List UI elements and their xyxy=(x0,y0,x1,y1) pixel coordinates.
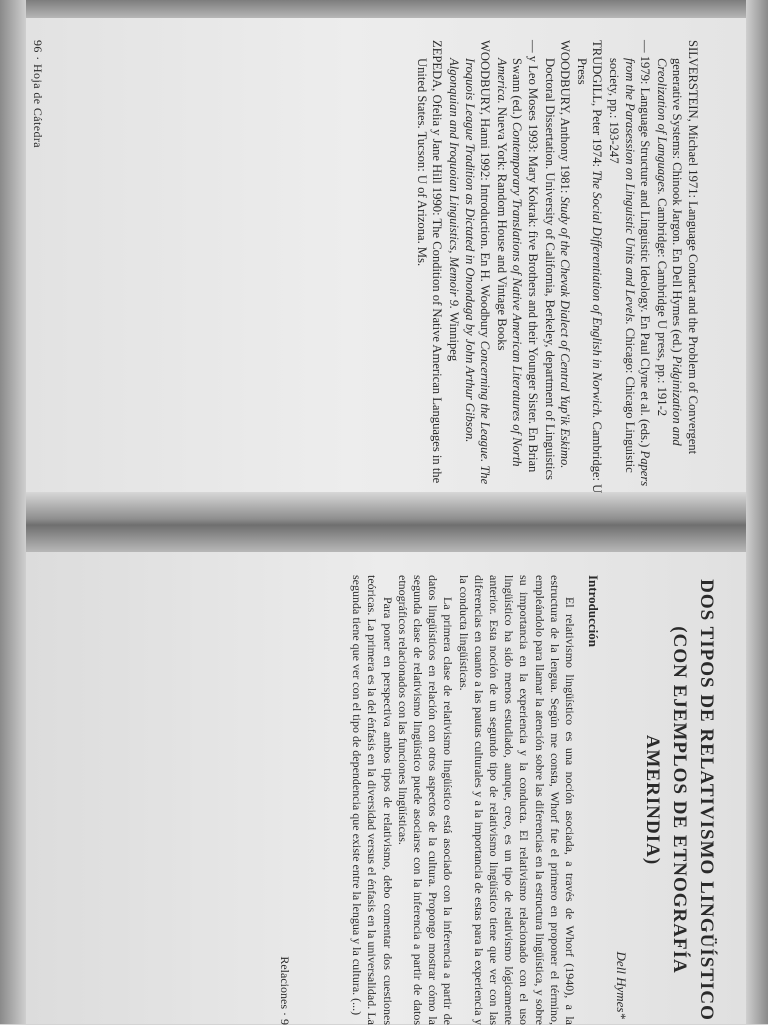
bibliography-entry xyxy=(446,40,493,500)
entry-text: Introduction. En H. Woodbury xyxy=(478,180,493,341)
bibliography-entry xyxy=(573,40,604,500)
article-page xyxy=(20,575,720,1025)
entry-tail: Chicago: Chicago Linguistic society, pp.: 193-247 xyxy=(607,58,637,473)
entry-author: — y Leo Moses 1993: xyxy=(526,40,541,153)
entry-text: Mary Kokrak: five Brothers and their Younger Sister. En Brian Swann (ed.) xyxy=(510,58,541,473)
entry-author: WOODBURY, Anthony 1981: xyxy=(558,40,573,194)
bibliography-entry xyxy=(413,40,444,500)
paragraph: Para poner en perspectiva ambos tipos de relativismo, debo comentar dos cuestiones teóricas. La primera es la del énfasis en la diversidad versus el énfasis en la universalidad. La segunda tiene que ver con el tipo de dependencia que existe entre la lengua y la cultura. (...) xyxy=(350,575,395,1025)
paragraph: La primera clase de relativismo lingüístico está asociado con la inferencia a partir de datos lingüísticos en relación con otros aspectos de la cultura. Propongo mostrar cómo la segunda clase de relativismo lingüístico puede asociarse con la inferencia a partir de datos etnográficos relacionados con las funciones lingüísticas. xyxy=(395,575,456,1025)
bibliography-list xyxy=(413,40,700,500)
entry-tail: Cambridge: U Press xyxy=(574,58,605,494)
entry-tail: Doctoral Dissertation. University of California, Berkeley, department of Linguistics xyxy=(542,58,557,481)
entry-tail: Cambridge: Cambridge U press, pp.: 191-2 xyxy=(654,195,669,417)
entry-text: The Condition of Native American Languages in the United States. Tucson: U of Arizona. Ms. xyxy=(414,58,445,484)
article-title-line-2: (CON EJEMPLOS DE ETNOGRAFÍA AMERINDIA) xyxy=(642,626,690,974)
entry-author: ZEPEDA, Ofelia y Jane Hill 1990: xyxy=(430,40,445,216)
entry-italic: Study of the Chevak Dialect of Central Yup'ik Eskimo. xyxy=(558,196,573,469)
entry-italic: Pidginization and Creolization of Languages. xyxy=(654,58,685,446)
entry-text: Language Structure and Linguistic Ideology. En Paul Clyne et al. (eds.) xyxy=(638,84,653,451)
entry-tail: Winnipeg xyxy=(447,309,462,362)
entry-tail: Nueva York: Random House and Vintage Books xyxy=(494,103,509,351)
page-folio: 96 · Hoja de Cátedra xyxy=(31,40,45,148)
entry-italic: Contemporary Translations of Native American Literatures of North America. xyxy=(494,58,525,467)
book-gutter xyxy=(0,492,768,552)
entry-author: WOODBURY, Hanni 1992: xyxy=(478,40,493,181)
article-author: Dell Hymes* xyxy=(614,951,629,1019)
running-head: Relaciones · 9 xyxy=(278,956,292,1025)
bibliography-entry xyxy=(493,40,540,500)
entry-italic: Concerning the League. The Iroquois League Tradition as Dictated in Onondaga by John Arthur Gibson. Algonquian and Iroquoian Linguistics, Memoir 9. xyxy=(447,58,493,485)
entry-italic: The Social Differentiation of English in Norwich. xyxy=(590,170,605,419)
entry-italic: Papers from the Parasession on Linguistic Units and Levels. xyxy=(622,58,653,487)
paragraph: El relativismo lingüístico es una noción asociada, a través de Whorf (1940), a la estructura de la lengua. Según me consta, Whorf fue el primero en proponer el término, empleándolo para llamar la atención sobre las diferencias en la estructura lingüística, y sobre su importancia en la experiencia y la conducta. El relativismo relacionado con el uso lingüístico ha sido menos estudiado, aunque, creo, es un tipo de relativismo lógicamente anterior. Esta noción de un segundo tipo de relativismo lingüístico tiene que ver con las diferencias en cuanto a las pautas culturales y a la importancia de estas para la experiencia y la conducta lingüísticas. xyxy=(456,575,577,1025)
bibliography-entry xyxy=(653,40,700,500)
article-title-line-1: DOS TIPOS DE RELATIVISMO LINGÜÍSTICO xyxy=(696,579,717,1021)
entry-author: — 1979: xyxy=(638,40,653,85)
scan-edge-right xyxy=(746,0,768,1024)
entry-author: SILVERSTEIN, Michael 1971: xyxy=(686,40,700,198)
section-heading: Introducción xyxy=(586,575,601,647)
bibliography-entry xyxy=(605,40,652,500)
bibliography-page xyxy=(20,40,700,500)
entry-text: Language Contact and the Problem of Convergent generative Systems: Chinook Jargon. En Dell Hymes (ed.) xyxy=(670,58,700,455)
entry-author: TRUDGILL, Peter 1974: xyxy=(590,40,605,167)
scan-edge-top xyxy=(0,0,768,20)
bibliography-entry xyxy=(541,40,572,500)
